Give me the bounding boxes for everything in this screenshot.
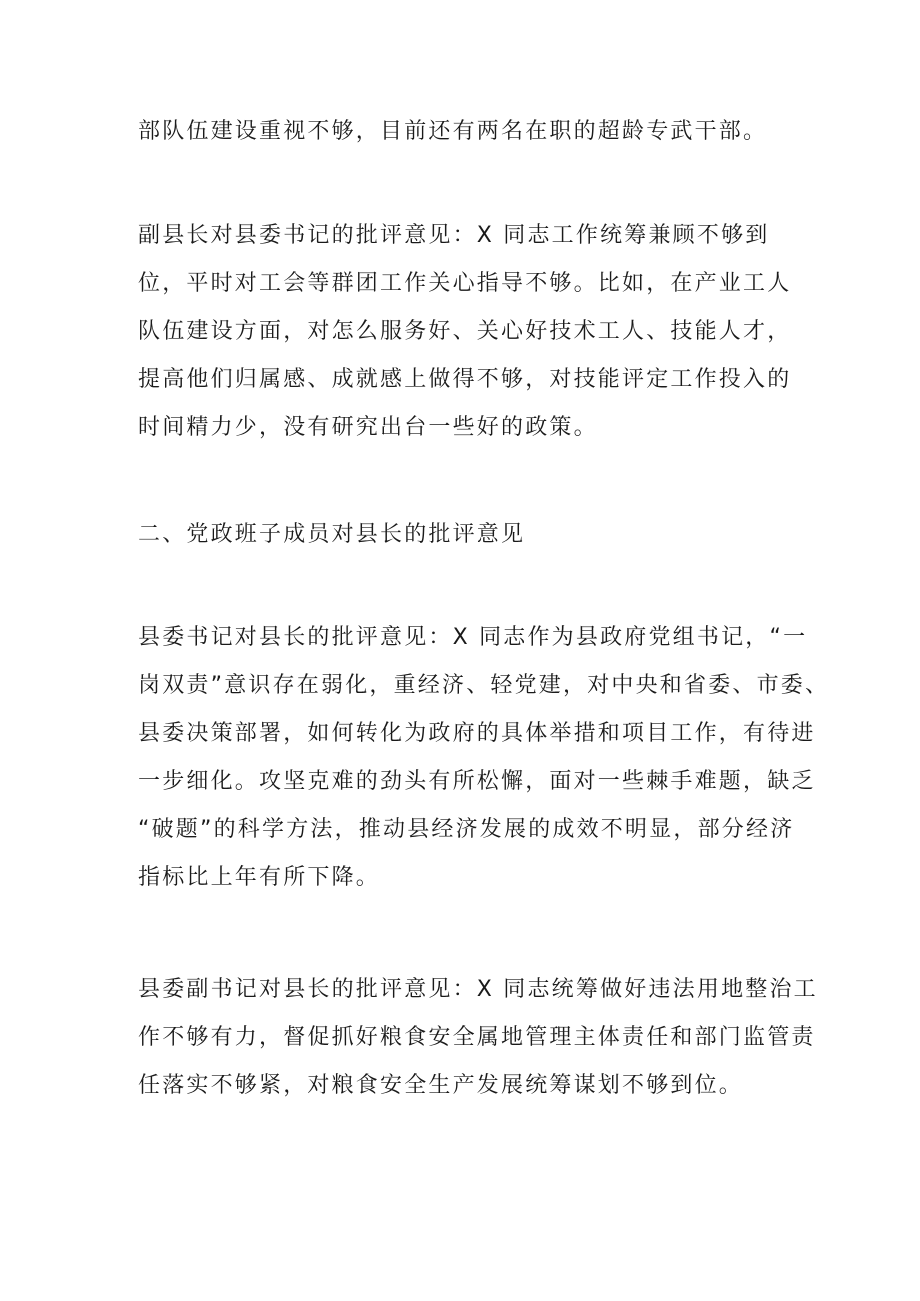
paragraph-carryover [138,108,798,156]
text-line: 任落实不够紧，对粮食安全生产发展统筹谋划不够到位。 [138,1073,744,1098]
text-line: 县委副书记对县长的批评意见：X 同志统筹做好违法用地整治工 [138,977,818,1002]
text-line: 位，平时对工会等群团工作关心指导不够。比如，在产业工人 [138,271,792,296]
text-line: 指标比上年有所下降。 [138,865,381,890]
paragraph-deputy-secretary-critique [138,966,818,1110]
text-line: 岗双责”意识存在弱化，重经济、轻党建，对中央和省委、市委、 [138,673,830,698]
text-line: 副县长对县委书记的批评意见：X 同志工作统筹兼顾不够到 [138,223,770,248]
text-line: 队伍建设方面，对怎么服务好、关心好技术工人、技能人才， [138,319,792,344]
text-line: 作不够有力，督促抓好粮食安全属地管理主体责任和部门监管责 [138,1025,816,1050]
text-line: 时间精力少，没有研究出台一些好的政策。 [138,415,598,440]
text-line: 县委决策部署，如何转化为政府的具体举措和项目工作，有待进 [138,721,816,746]
text-line: 县委书记对县长的批评意见：X 同志作为县政府党组书记，“一 [138,625,808,650]
section-heading: 二、党政班子成员对县长的批评意见 [138,522,526,547]
text-line: 部队伍建设重视不够，目前还有两名在职的超龄专武干部。 [138,119,768,144]
paragraph-party-secretary-critique [138,614,830,902]
text-line: “破题”的科学方法，推动县经济发展的成效不明显，部分经济 [138,817,795,842]
text-line: 提高他们归属感、成就感上做得不够，对技能评定工作投入的 [138,367,792,392]
paragraph-vice-county-head-critique [138,212,798,452]
text-line: 一步细化。攻坚克难的劲头有所松懈，面对一些棘手难题，缺乏 [138,769,816,794]
